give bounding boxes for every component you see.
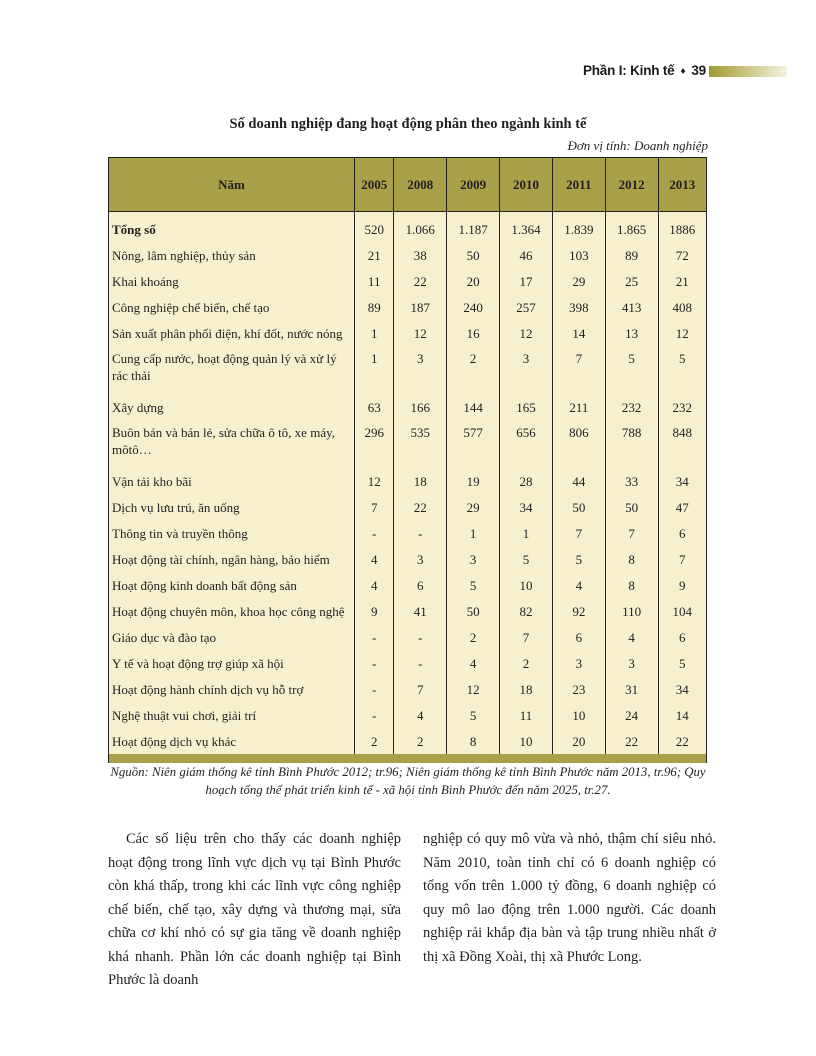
cell-value: 24 xyxy=(605,702,658,728)
cell-value: 806 xyxy=(552,420,605,468)
cell-value: 1.187 xyxy=(447,212,500,243)
cell-value: 3 xyxy=(394,546,447,572)
cell-value: 6 xyxy=(658,520,706,546)
cell-value: 38 xyxy=(394,242,447,268)
cell-value: 8 xyxy=(605,572,658,598)
cell-value: 5 xyxy=(447,572,500,598)
cell-value: 8 xyxy=(605,546,658,572)
cell-value: 1 xyxy=(447,520,500,546)
table-row xyxy=(109,520,707,546)
cell-value: 12 xyxy=(658,320,706,346)
table-row xyxy=(109,676,707,702)
table-row xyxy=(109,346,707,394)
enterprise-table xyxy=(108,157,707,763)
cell-value: 1 xyxy=(355,320,394,346)
cell-value: 398 xyxy=(552,294,605,320)
cell-value: 46 xyxy=(500,242,553,268)
cell-value: 47 xyxy=(658,494,706,520)
sector-name: Hoạt động dịch vụ khác xyxy=(112,733,237,749)
cell-value: 89 xyxy=(355,294,394,320)
sector-name: Giáo dục và đào tạo xyxy=(112,629,216,645)
cell-value: 7 xyxy=(500,624,553,650)
cell-value: 187 xyxy=(394,294,447,320)
column-header: 2010 xyxy=(500,158,553,212)
cell-value: 211 xyxy=(552,394,605,420)
cell-value: 7 xyxy=(394,676,447,702)
cell-value: 4 xyxy=(394,702,447,728)
cell-value: 50 xyxy=(447,242,500,268)
sector-name: Tổng số xyxy=(112,221,156,237)
table-row xyxy=(109,242,707,268)
sector-name: Vận tải kho bãi xyxy=(112,473,192,489)
column-header: 2012 xyxy=(605,158,658,212)
cell-value: 296 xyxy=(355,420,394,468)
cell-value: 14 xyxy=(552,320,605,346)
sector-name: Nghệ thuật vui chơi, giải trí xyxy=(112,707,257,723)
cell-value: 413 xyxy=(605,294,658,320)
cell-value: 1886 xyxy=(658,212,706,243)
header-gradient-bar xyxy=(709,66,787,77)
table-footer-bar xyxy=(109,754,707,763)
sector-name: Sản xuất phân phối điện, khí đốt, nước nóng xyxy=(112,325,343,341)
cell-value: 23 xyxy=(552,676,605,702)
cell-value: 2 xyxy=(447,624,500,650)
table-row xyxy=(109,728,707,754)
cell-value: 3 xyxy=(605,650,658,676)
cell-value: 50 xyxy=(605,494,658,520)
sector-name: Dịch vụ lưu trú, ăn uống xyxy=(112,499,240,515)
cell-value: 20 xyxy=(552,728,605,754)
cell-value: - xyxy=(355,624,394,650)
sector-name: Buôn bán và bán lẻ, sửa chữa ô tô, xe máy, môtô… xyxy=(112,425,335,457)
cell-value: 12 xyxy=(394,320,447,346)
cell-value: 92 xyxy=(552,598,605,624)
cell-value: 8 xyxy=(447,728,500,754)
cell-value: 10 xyxy=(500,728,553,754)
cell-value: 5 xyxy=(605,346,658,394)
cell-value: 4 xyxy=(552,572,605,598)
cell-value: 144 xyxy=(447,394,500,420)
cell-value: 535 xyxy=(394,420,447,468)
table-row xyxy=(109,268,707,294)
cell-value: 13 xyxy=(605,320,658,346)
cell-value: 104 xyxy=(658,598,706,624)
cell-value: 2 xyxy=(500,650,553,676)
cell-value: 3 xyxy=(394,346,447,394)
table-title: Số doanh nghiệp đang hoạt động phân theo ngành kinh tế xyxy=(229,116,587,132)
cell-value: 520 xyxy=(355,212,394,243)
cell-value: - xyxy=(394,520,447,546)
sector-name: Công nghiệp chế biến, chế tạo xyxy=(112,299,270,315)
header-text xyxy=(583,62,706,82)
sector-name: Hoạt động hành chính dịch vụ hỗ trợ xyxy=(112,681,304,697)
sector-name: Nông, lâm nghiệp, thủy sản xyxy=(112,247,256,263)
cell-value: 29 xyxy=(447,494,500,520)
cell-value: 9 xyxy=(355,598,394,624)
cell-value: 18 xyxy=(394,468,447,494)
cell-value: 22 xyxy=(394,494,447,520)
cell-value: 19 xyxy=(447,468,500,494)
cell-value: - xyxy=(394,624,447,650)
cell-value: 240 xyxy=(447,294,500,320)
cell-value: 2 xyxy=(447,346,500,394)
table-row xyxy=(109,546,707,572)
cell-value: 20 xyxy=(447,268,500,294)
table-row xyxy=(109,494,707,520)
cell-value: 5 xyxy=(658,650,706,676)
table-row xyxy=(109,420,707,468)
cell-value: 22 xyxy=(394,268,447,294)
cell-value: 50 xyxy=(552,494,605,520)
cell-value: 232 xyxy=(605,394,658,420)
cell-value: 22 xyxy=(605,728,658,754)
cell-value: - xyxy=(355,520,394,546)
cell-value: 6 xyxy=(552,624,605,650)
running-header xyxy=(0,62,816,82)
cell-value: 44 xyxy=(552,468,605,494)
cell-value: 656 xyxy=(500,420,553,468)
cell-value: 11 xyxy=(355,268,394,294)
cell-value: 1.865 xyxy=(605,212,658,243)
cell-value: 4 xyxy=(605,624,658,650)
cell-value: 1.066 xyxy=(394,212,447,243)
table-row xyxy=(109,572,707,598)
cell-value: 41 xyxy=(394,598,447,624)
cell-value: - xyxy=(355,650,394,676)
cell-value: 72 xyxy=(658,242,706,268)
cell-value: 1 xyxy=(500,520,553,546)
sector-name: Hoạt động kinh doanh bất động sản xyxy=(112,577,297,593)
cell-value: 9 xyxy=(658,572,706,598)
cell-value: 34 xyxy=(658,676,706,702)
cell-value: 5 xyxy=(552,546,605,572)
cell-value: 2 xyxy=(394,728,447,754)
sector-name: Cung cấp nước, hoạt động quản lý và xử lý rác thải xyxy=(112,351,337,383)
cell-value: 12 xyxy=(355,468,394,494)
cell-value: 29 xyxy=(552,268,605,294)
cell-value: 3 xyxy=(447,546,500,572)
sector-name: Y tế và hoạt động trợ giúp xã hội xyxy=(112,655,284,671)
sector-name: Hoạt động chuyên môn, khoa học công nghệ xyxy=(112,603,345,619)
table-row xyxy=(109,320,707,346)
table-row xyxy=(109,702,707,728)
cell-value: 34 xyxy=(658,468,706,494)
cell-value: 6 xyxy=(394,572,447,598)
cell-value: 4 xyxy=(355,546,394,572)
cell-value: 2 xyxy=(355,728,394,754)
cell-value: 5 xyxy=(500,546,553,572)
cell-value: 25 xyxy=(605,268,658,294)
page-number: 39 xyxy=(691,63,706,78)
column-header: Năm xyxy=(109,158,355,212)
header-row xyxy=(109,158,707,212)
cell-value: 1.364 xyxy=(500,212,553,243)
cell-value: 82 xyxy=(500,598,553,624)
cell-value: 6 xyxy=(658,624,706,650)
column-header: 2011 xyxy=(552,158,605,212)
column-header: 2013 xyxy=(658,158,706,212)
cell-value: 7 xyxy=(355,494,394,520)
cell-value: 14 xyxy=(658,702,706,728)
cell-value: 848 xyxy=(658,420,706,468)
source-note: Nguồn: Niên giám thống kê tỉnh Bình Phước 2012; tr.96; Niên giám thống kê tỉnh Bình Phước năm 2013, tr.96; Quy hoạch tổng thể phát triển kinh tế - xã hội tỉnh Bình Phước đến năm 2025, tr.27. xyxy=(110,765,706,797)
cell-value: - xyxy=(394,650,447,676)
cell-value: 110 xyxy=(605,598,658,624)
unit-label: Đơn vị tính: Doanh nghiệp xyxy=(567,138,708,153)
table-row xyxy=(109,468,707,494)
sector-name: Thông tin và truyền thông xyxy=(112,525,248,541)
cell-value: 1 xyxy=(355,346,394,394)
cell-value: 17 xyxy=(500,268,553,294)
column-header: 2005 xyxy=(355,158,394,212)
cell-value: 34 xyxy=(500,494,553,520)
table-row xyxy=(109,624,707,650)
cell-value: 408 xyxy=(658,294,706,320)
cell-value: 16 xyxy=(447,320,500,346)
table-row xyxy=(109,650,707,676)
body-paragraph-left: Các số liệu trên cho thấy các doanh nghiệp hoạt động trong lĩnh vực dịch vụ tại Bình Phước còn khá thấp, trong khi các lĩnh vực công nghiệp chế biến, chế tạo, xây dựng và thương mại, sửa chữa cơ khí nhỏ có sự gia tăng về doanh nghiệp khá nhanh. Phần lớn các doanh nghiệp tại Bình Phước là doanh xyxy=(108,831,401,988)
table-row xyxy=(109,394,707,420)
column-header: 2009 xyxy=(447,158,500,212)
cell-value: 7 xyxy=(552,520,605,546)
cell-value: 7 xyxy=(658,546,706,572)
cell-value: 31 xyxy=(605,676,658,702)
cell-value: 33 xyxy=(605,468,658,494)
section-title: Phần I: Kinh tế xyxy=(582,63,675,78)
cell-value: - xyxy=(355,702,394,728)
cell-value: 577 xyxy=(447,420,500,468)
body-paragraph-right: nghiệp có quy mô vừa và nhỏ, thậm chí siêu nhỏ. Năm 2010, toàn tỉnh chỉ có 6 doanh nghiệp có tổng vốn trên 1.000 tỷ đồng, 6 doanh nghiệp có quy mô lao động trên 1.000 người. Các doanh nghiệp rải khắp địa bàn và tập trung nhiều nhất ở thị xã Đồng Xoài, thị xã Phước Long. xyxy=(423,831,716,965)
sector-name: Hoạt động tài chính, ngân hàng, bảo hiểm xyxy=(112,551,330,567)
cell-value: 63 xyxy=(355,394,394,420)
cell-value: 103 xyxy=(552,242,605,268)
sector-name: Xây dựng xyxy=(112,399,164,415)
total-row xyxy=(109,212,707,243)
cell-value: 257 xyxy=(500,294,553,320)
cell-value: 3 xyxy=(552,650,605,676)
cell-value: 12 xyxy=(447,676,500,702)
table-row xyxy=(109,294,707,320)
cell-value: 4 xyxy=(355,572,394,598)
cell-value: 10 xyxy=(552,702,605,728)
cell-value: 3 xyxy=(500,346,553,394)
cell-value: 5 xyxy=(447,702,500,728)
cell-value: 5 xyxy=(658,346,706,394)
cell-value: 4 xyxy=(447,650,500,676)
cell-value: 11 xyxy=(500,702,553,728)
cell-value: 788 xyxy=(605,420,658,468)
cell-value: 166 xyxy=(394,394,447,420)
cell-value: 165 xyxy=(500,394,553,420)
cell-value: 21 xyxy=(355,242,394,268)
cell-value: 28 xyxy=(500,468,553,494)
table-row xyxy=(109,598,707,624)
cell-value: 21 xyxy=(658,268,706,294)
cell-value: 89 xyxy=(605,242,658,268)
diamond-icon: ♦ xyxy=(680,66,686,77)
cell-value: 22 xyxy=(658,728,706,754)
sector-name: Khai khoáng xyxy=(112,273,179,289)
cell-value: 7 xyxy=(605,520,658,546)
cell-value: 1.839 xyxy=(552,212,605,243)
cell-value: 7 xyxy=(552,346,605,394)
cell-value: 10 xyxy=(500,572,553,598)
cell-value: 232 xyxy=(658,394,706,420)
column-header: 2008 xyxy=(394,158,447,212)
cell-value: 12 xyxy=(500,320,553,346)
cell-value: 50 xyxy=(447,598,500,624)
cell-value: 18 xyxy=(500,676,553,702)
cell-value: - xyxy=(355,676,394,702)
